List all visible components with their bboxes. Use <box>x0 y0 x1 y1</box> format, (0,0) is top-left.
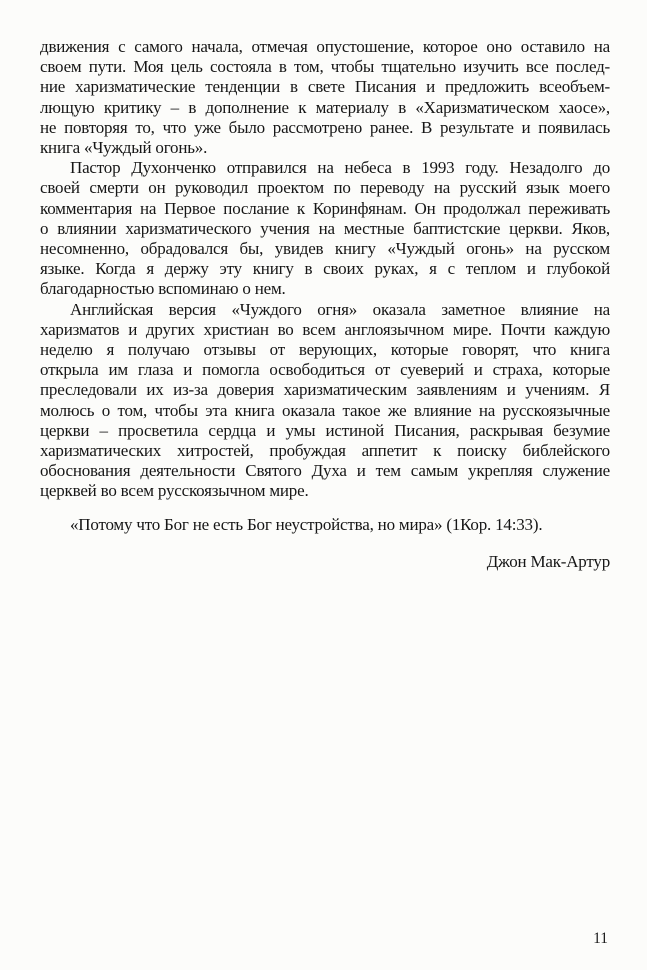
text-line: своем пути. Моя цель состояла в том, чтобы тщательно изучить все послед- <box>40 57 610 77</box>
page-number: 11 <box>593 930 608 947</box>
text-line: молюсь о том, чтобы эта книга оказала такое же влияние на русскоязычные <box>40 400 610 420</box>
text-line: преследовали их из-за доверия харизматическим заявлениям и учениям. Я <box>40 380 610 400</box>
text-line: комментария на Первое послание к Коринфянам. Он продолжал переживать <box>40 198 610 218</box>
text-line: языке. Когда я держу эту книгу в своих руках, я с теплом и глубокой <box>40 259 610 279</box>
text-line: харизматических хитростей, пробуждая аппетит к поиску библейского <box>40 441 610 461</box>
text-line: несомненно, обрадовался бы, увидев книгу «Чуждый огонь» на русском <box>40 239 610 259</box>
text-line: движения с самого начала, отмечая опустошение, которое оно оставило на <box>40 37 610 56</box>
text-line: неделю я получаю отзывы от верующих, которые говорят, что книга <box>40 340 610 360</box>
paragraph <box>40 37 610 158</box>
text-line: Английская версия «Чуждого огня» оказала заметное влияние на <box>70 299 610 319</box>
text-line: лющую критику – в дополнение к материалу в «Харизматическом хаосе», <box>40 97 610 117</box>
page-text <box>40 37 610 572</box>
paragraph <box>40 300 610 502</box>
text-line: благодарностью вспоминаю о нем. <box>40 279 286 299</box>
scripture-quote: «Потому что Бог не есть Бог неустройства, но мира» (1Кор. 14:33). <box>70 514 543 534</box>
text-line: открыла им глаза и помогла освободиться от суеверий и страха, которые <box>40 360 610 380</box>
text-line: ние харизматические тенденции в свете Писания и предложить всеобъем- <box>40 77 610 97</box>
paragraph <box>40 158 610 299</box>
text-line: о влиянии харизматического учения на местные баптистские церкви. Яков, <box>40 218 610 238</box>
text-line: не повторяя то, что уже было рассмотрено ранее. В результате и появилась <box>40 117 610 137</box>
text-line: книга «Чуждый огонь». <box>40 138 208 158</box>
text-line: харизматов и других христиан во всем англоязычном мире. Почти каждую <box>40 319 610 339</box>
text-line: церкви – просветила сердца и умы истиной Писания, раскрывая безумие <box>40 420 610 440</box>
author-signature: Джон Мак-Артур <box>486 551 610 571</box>
text-line: Пастор Духонченко отправился на небеса в 1993 году. Незадолго до <box>70 158 610 178</box>
text-line: своей смерти он руководил проектом по переводу на русский язык моего <box>40 178 610 198</box>
text-line: церквей во всем русскоязычном мире. <box>40 481 309 501</box>
text-line: обоснования деятельности Святого Духа и тем самым укрепляя служение <box>40 461 610 481</box>
